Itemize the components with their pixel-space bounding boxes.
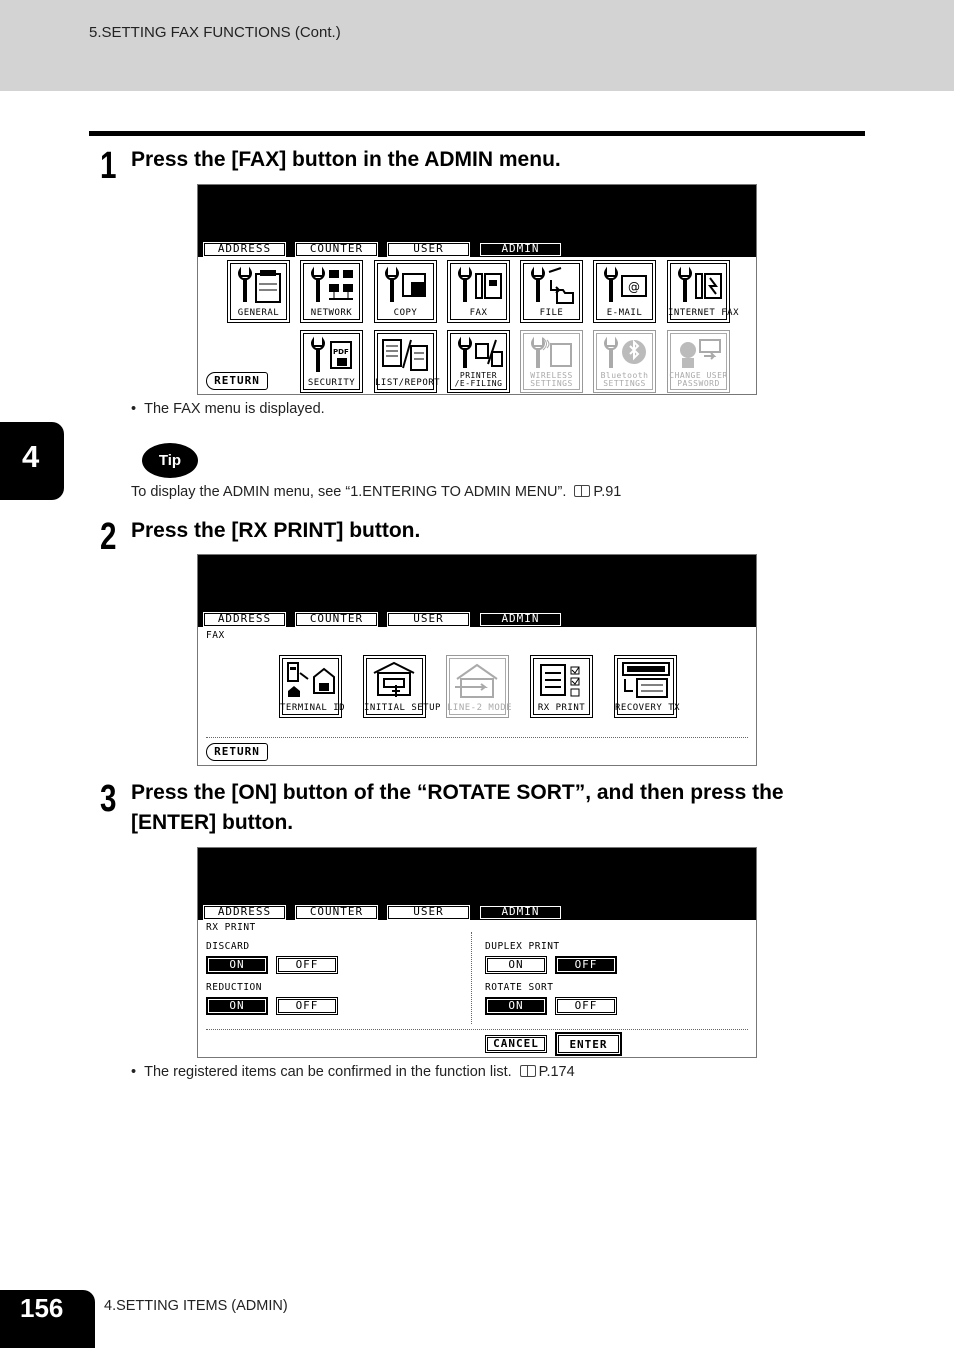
initial-setup-icon bbox=[370, 661, 420, 701]
step-2-number: 2 bbox=[100, 516, 117, 558]
wrench-email-icon bbox=[600, 266, 650, 306]
rx-print-checklist-icon bbox=[537, 661, 587, 701]
wireless-settings-button[interactable]: WIRELESS SETTINGS bbox=[520, 330, 583, 393]
recovery-tx-icon bbox=[621, 661, 671, 701]
step-1-number: 1 bbox=[100, 145, 117, 187]
panel-tabs bbox=[201, 903, 564, 920]
admin-menu-panel bbox=[197, 184, 757, 395]
rotate-sort-off-button[interactable]: OFF bbox=[555, 997, 617, 1015]
step-3-number: 3 bbox=[100, 778, 117, 820]
tab-admin[interactable]: ADMIN bbox=[477, 240, 564, 257]
user-password-icon bbox=[674, 336, 724, 368]
rx-print-panel bbox=[197, 847, 757, 1058]
note-registered-items: • The registered items can be confirmed in the function list. P.174 bbox=[131, 1064, 575, 1080]
duplex-on-button[interactable]: ON bbox=[485, 956, 547, 974]
reduction-off-button[interactable]: OFF bbox=[276, 997, 338, 1015]
wrench-network-icon bbox=[307, 266, 357, 306]
tab-address[interactable]: ADDRESS bbox=[201, 240, 288, 257]
bluetooth-settings-button[interactable]: Bluetooth SETTINGS bbox=[593, 330, 656, 393]
line-2-mode-icon bbox=[453, 661, 503, 701]
discard-off-button[interactable]: OFF bbox=[276, 956, 338, 974]
wrench-bluetooth-icon bbox=[600, 336, 650, 368]
terminal-id-button[interactable]: TERMINAL ID bbox=[279, 655, 342, 718]
wrench-internet-fax-icon bbox=[674, 266, 724, 306]
tab-counter[interactable]: COUNTER bbox=[293, 240, 380, 257]
printer-efiling-button[interactable]: PRINTER /E-FILING bbox=[447, 330, 510, 393]
book-icon bbox=[574, 485, 590, 497]
svg-text:PDF: PDF bbox=[333, 348, 349, 356]
reduction-on-button[interactable]: ON bbox=[206, 997, 268, 1015]
return-button[interactable]: RETURN bbox=[206, 372, 268, 390]
wrench-printer-icon bbox=[234, 266, 284, 306]
discard-label: DISCARD bbox=[206, 941, 250, 952]
book-icon bbox=[520, 1065, 536, 1077]
tab-counter[interactable]: COUNTER bbox=[293, 903, 380, 920]
footer-section: 4.SETTING ITEMS (ADMIN) bbox=[104, 1298, 288, 1314]
wrench-copy-icon bbox=[381, 266, 431, 306]
tip-badge: Tip bbox=[142, 443, 198, 478]
registered-page-ref: P.174 bbox=[538, 1064, 575, 1080]
return-button[interactable]: RETURN bbox=[206, 743, 268, 761]
panel-header bbox=[198, 555, 756, 627]
initial-setup-button[interactable]: INITIAL SETUP bbox=[363, 655, 426, 718]
tab-address[interactable]: ADDRESS bbox=[201, 903, 288, 920]
step-3-title-line1: Press the [ON] button of the “ROTATE SORT”, and then press the bbox=[131, 781, 784, 804]
report-list-icon bbox=[381, 336, 431, 376]
tip-text: To display the ADMIN menu, see “1.ENTERING TO ADMIN MENU”. P.91 bbox=[131, 484, 622, 500]
copy-button[interactable]: COPY bbox=[374, 260, 437, 323]
wrench-pdf-lock-icon bbox=[307, 336, 357, 376]
rx-print-button[interactable]: RX PRINT bbox=[530, 655, 593, 718]
wrench-folder-icon bbox=[527, 266, 577, 306]
list-report-button[interactable]: LIST/REPORT bbox=[374, 330, 437, 393]
tab-address[interactable]: ADDRESS bbox=[201, 610, 288, 627]
rotate-sort-label: ROTATE SORT bbox=[485, 982, 554, 993]
network-button[interactable]: NETWORK bbox=[300, 260, 363, 323]
fax-menu-panel bbox=[197, 554, 757, 766]
duplex-off-button[interactable]: OFF bbox=[555, 956, 617, 974]
svg-text:@: @ bbox=[628, 280, 640, 294]
chapter-number: 4 bbox=[22, 439, 40, 474]
fax-menu-title: FAX bbox=[206, 630, 225, 641]
tab-user[interactable]: USER bbox=[385, 903, 472, 920]
email-button[interactable]: @ E-MAIL bbox=[593, 260, 656, 323]
line-2-mode-button[interactable]: LINE-2 MODE bbox=[446, 655, 509, 718]
recovery-tx-button[interactable]: RECOVERY TX bbox=[614, 655, 677, 718]
rx-print-title: RX PRINT bbox=[206, 922, 256, 933]
panel-tabs bbox=[201, 610, 564, 627]
header-band bbox=[0, 0, 954, 91]
change-user-password-button[interactable]: CHANGE USER PASSWORD bbox=[667, 330, 730, 393]
wrench-printer-efiling-icon bbox=[454, 336, 504, 368]
section-rule bbox=[89, 131, 865, 136]
panel-tabs bbox=[201, 240, 564, 257]
rotate-sort-on-button[interactable]: ON bbox=[485, 997, 547, 1015]
wrench-fax-icon bbox=[454, 266, 504, 306]
page-number: 156 bbox=[20, 1293, 64, 1323]
chapter-tab bbox=[0, 422, 64, 500]
tab-admin[interactable]: ADMIN bbox=[477, 903, 564, 920]
tab-user[interactable]: USER bbox=[385, 240, 472, 257]
cancel-button[interactable]: CANCEL bbox=[485, 1035, 547, 1053]
enter-button[interactable]: ENTER bbox=[555, 1032, 622, 1056]
tab-counter[interactable]: COUNTER bbox=[293, 610, 380, 627]
note-fax-menu: • The FAX menu is displayed. bbox=[131, 401, 325, 417]
section-header: 5.SETTING FAX FUNCTIONS (Cont.) bbox=[89, 24, 341, 41]
panel-header bbox=[198, 848, 756, 920]
divider bbox=[206, 1029, 748, 1030]
duplex-print-label: DUPLEX PRINT bbox=[485, 941, 560, 952]
panel-header bbox=[198, 185, 756, 257]
wrench-wireless-icon bbox=[527, 336, 577, 368]
security-button[interactable]: PDF SECURITY bbox=[300, 330, 363, 393]
reduction-label: REDUCTION bbox=[206, 982, 262, 993]
step-2-title: Press the [RX PRINT] button. bbox=[131, 519, 421, 542]
tip-page-ref: P.91 bbox=[593, 484, 622, 500]
discard-on-button[interactable]: ON bbox=[206, 956, 268, 974]
divider bbox=[206, 737, 748, 738]
internet-fax-button[interactable]: INTERNET FAX bbox=[667, 260, 730, 323]
tab-user[interactable]: USER bbox=[385, 610, 472, 627]
tab-admin[interactable]: ADMIN bbox=[477, 610, 564, 627]
step-3-title-line2: [ENTER] button. bbox=[131, 811, 294, 834]
file-button[interactable]: FILE bbox=[520, 260, 583, 323]
general-button[interactable]: GENERAL bbox=[227, 260, 290, 323]
fax-button[interactable]: FAX bbox=[447, 260, 510, 323]
step-1-title: Press the [FAX] button in the ADMIN menu. bbox=[131, 148, 561, 171]
column-divider bbox=[471, 932, 472, 1024]
terminal-id-icon bbox=[286, 661, 336, 701]
